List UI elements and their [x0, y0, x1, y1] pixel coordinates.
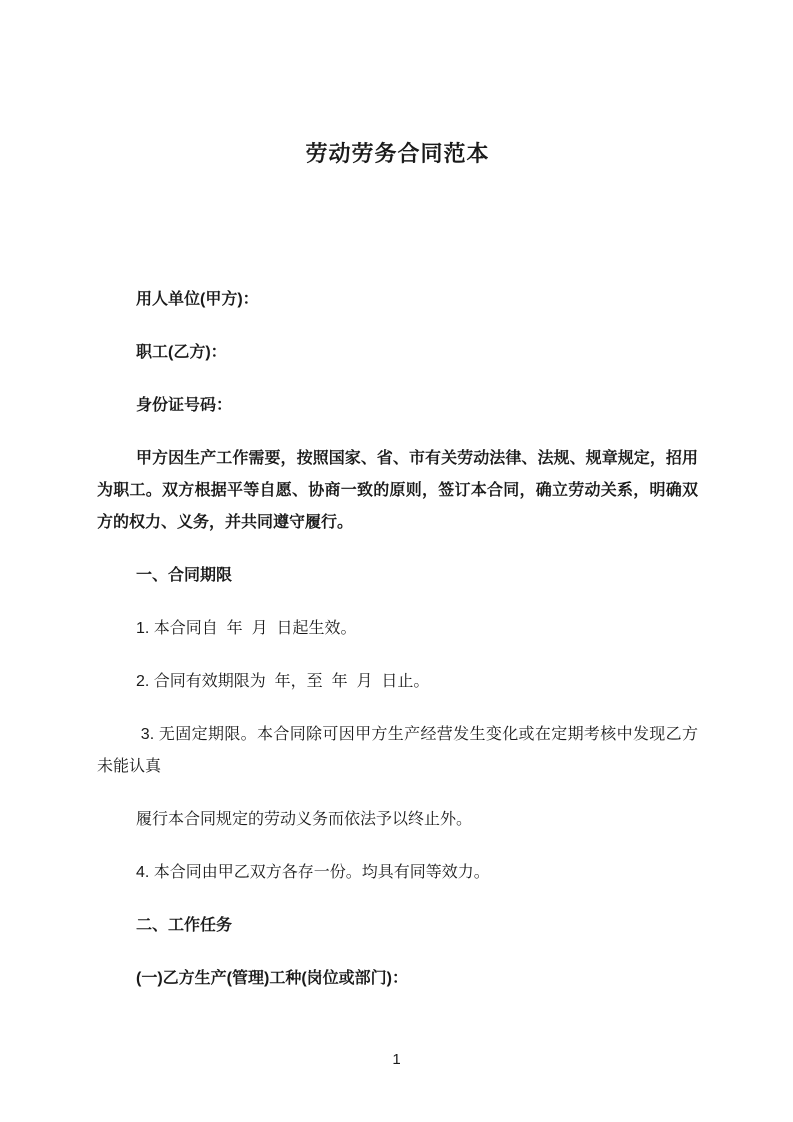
clause-1-3: 3. 无固定期限。本合同除可因甲方生产经营发生变化或在定期考核中发现乙方未能认真 [97, 726, 698, 775]
party-a-label: 用人单位(甲方)： [136, 291, 259, 308]
section-2-heading: 二、工作任务 [136, 917, 233, 934]
clause-1-3-continued: 履行本合同规定的劳动义务而依法予以终止外。 [136, 811, 473, 828]
clause-1-2: 2. 合同有效期限为 年，至 年 月 日止。 [136, 673, 430, 690]
section-1-heading: 一、合同期限 [136, 567, 233, 584]
document-title [97, 139, 698, 169]
clause-1-1: 1. 本合同自 年 月 日起生效。 [136, 620, 357, 637]
clause-1-4: 4. 本合同由甲乙双方各存一份。均具有同等效力。 [136, 864, 490, 881]
id-number-label: 身份证号码： [136, 397, 233, 414]
party-b-label: 职工(乙方)： [136, 344, 227, 361]
clause-2-1: (一)乙方生产(管理)工种(岗位或部门)： [136, 970, 408, 987]
intro-paragraph: 甲方因生产工作需要，按照国家、省、市有关劳动法律、法规、规章规定，招用为职工。双方根据平等自愿、协商一致的原则，签订本合同，确立劳动关系，明确双方的权力、义务，并共同遵守履行。 [97, 450, 698, 531]
document-title-text: 劳动劳务合同范本 [305, 141, 490, 166]
page-number: 1 [392, 1051, 401, 1068]
